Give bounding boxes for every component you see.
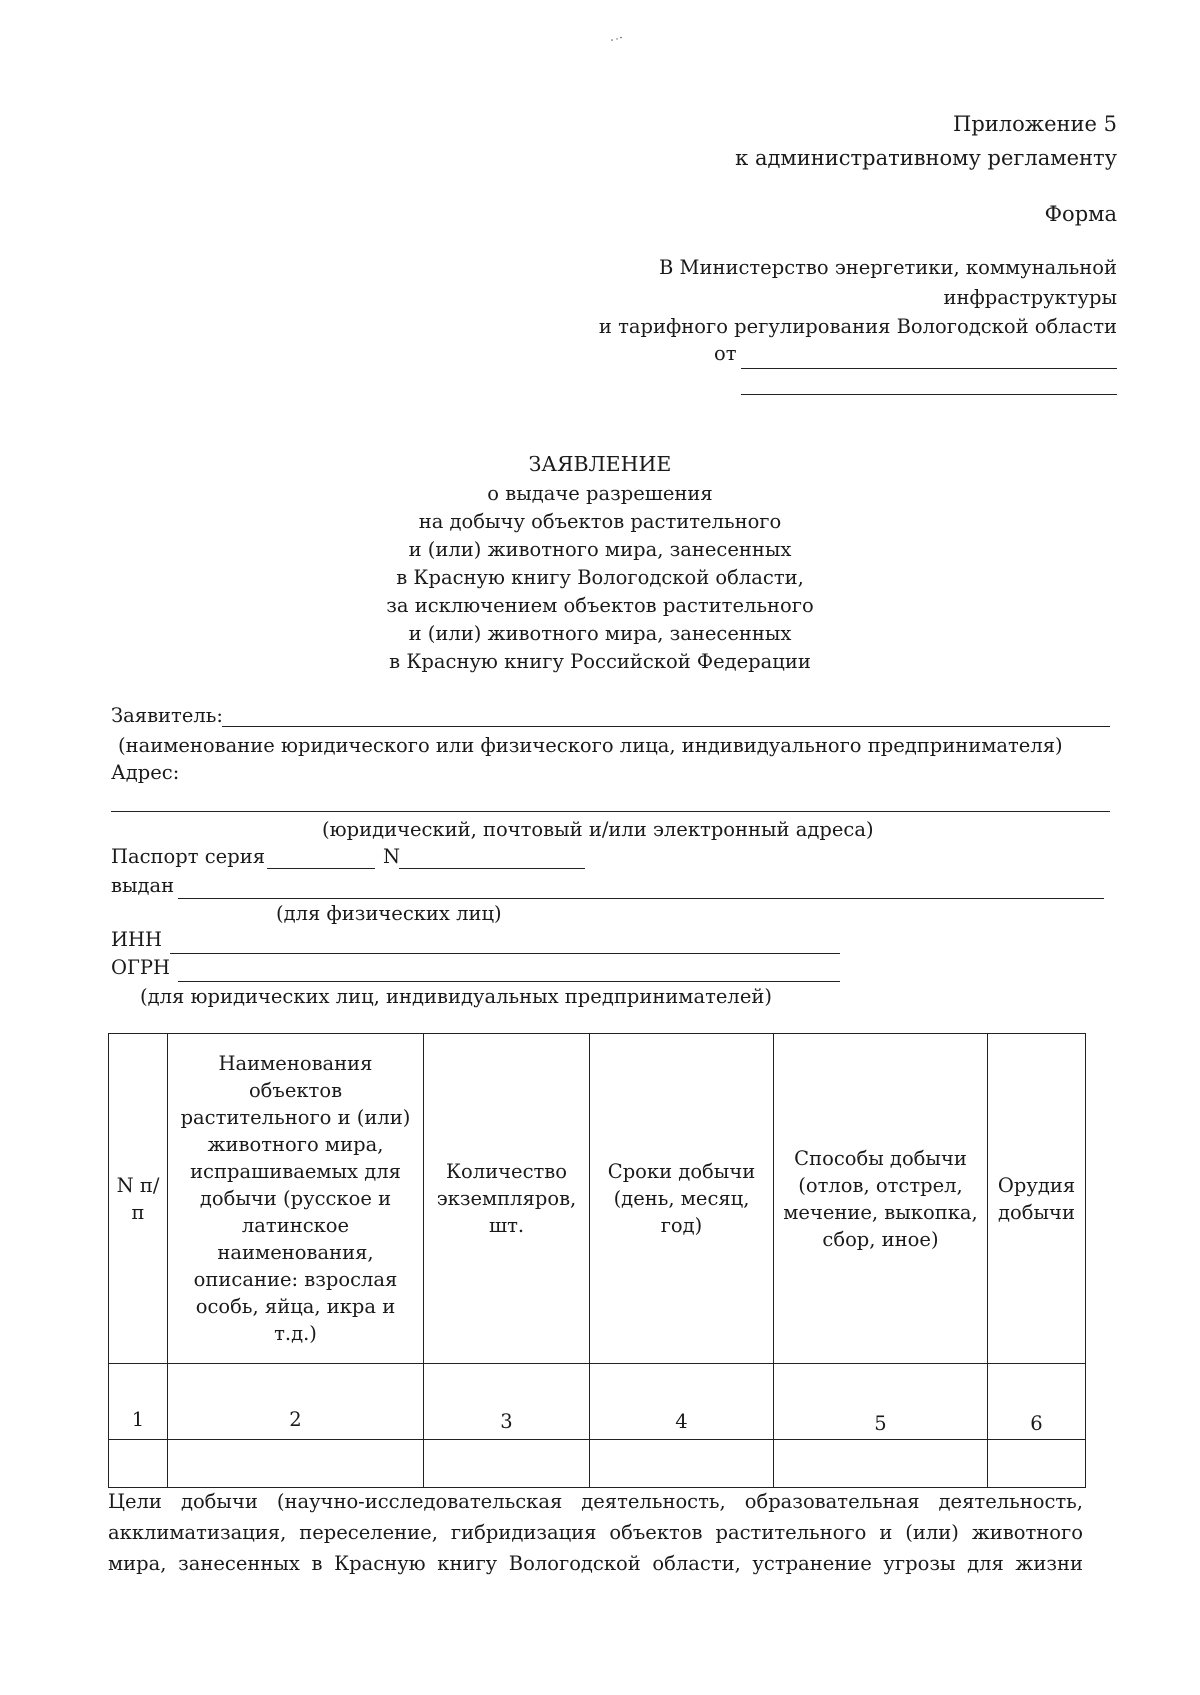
table-cell[interactable] [774, 1440, 988, 1488]
column-number: 6 [988, 1364, 1086, 1440]
applicant-label: Заявитель: [111, 704, 223, 727]
addressee-line-1: В Министерство энергетики, коммунальной [658, 256, 1117, 279]
inn-label: ИНН [111, 928, 163, 951]
scan-speck [610, 36, 624, 42]
purposes-line-2: акклиматизация, переселение, гибридизация объектов растительного и (или) животного [108, 1521, 1083, 1544]
form-label: Форма [1044, 202, 1117, 226]
from-field-line-2[interactable] [741, 394, 1117, 395]
appendix-number: Приложение 5 [953, 112, 1117, 136]
title-line: и (или) животного мира, занесенных [408, 538, 792, 561]
addressee-line-3: и тарифного регулирования Вологодской области [598, 315, 1117, 338]
column-number: 4 [590, 1364, 774, 1440]
table-number-row [109, 1364, 1086, 1440]
addressee-line-2: инфраструктуры [943, 286, 1117, 309]
title-line: в Красную книгу Российской Федерации [389, 650, 811, 673]
column-number: 2 [168, 1364, 424, 1440]
header-cell-number: N п/п [109, 1034, 168, 1364]
address-field[interactable] [111, 811, 1110, 812]
header-cell-names: Наименования объектов растительного и (или) животного мира, испрашиваемых для добычи (русское и латинское наименования, описание: взрослая особь, яйца, икра и т.д.) [168, 1034, 424, 1364]
table-header-row [109, 1034, 1086, 1364]
purposes-line-3: мира, занесенных в Красную книгу Вологодской области, устранение угрозы для жизни [108, 1552, 1083, 1575]
statement-title: ЗАЯВЛЕНИЕ [528, 452, 672, 476]
purposes-line-1: Цели добычи (научно-исследовательская деятельность, образовательная деятельность, [108, 1490, 1083, 1513]
title-line: о выдаче разрешения [487, 482, 713, 505]
header-cell-tools: Орудия добычи [988, 1034, 1086, 1364]
title-line: и (или) животного мира, занесенных [408, 622, 792, 645]
objects-table [108, 1033, 1086, 1488]
from-label: от [714, 342, 737, 365]
issued-label: выдан [111, 874, 175, 897]
header-cell-quantity: Количество экземпляров, шт. [424, 1034, 590, 1364]
inn-field[interactable] [170, 953, 840, 954]
applicant-field[interactable] [222, 726, 1110, 727]
passport-series-label: Паспорт серия [111, 845, 266, 868]
column-number: 5 [774, 1364, 988, 1440]
individuals-hint: (для физических лиц) [276, 902, 502, 925]
ogrn-label: ОГРН [111, 956, 171, 979]
column-number: 1 [109, 1364, 168, 1440]
title-line: за исключением объектов растительного [386, 594, 814, 617]
regulation-reference: к административному регламенту [735, 146, 1117, 170]
column-number: 3 [424, 1364, 590, 1440]
passport-number-field[interactable] [399, 868, 585, 869]
passport-number-label: N [383, 845, 401, 868]
table-cell[interactable] [109, 1440, 168, 1488]
issued-field[interactable] [178, 898, 1104, 899]
applicant-hint: (наименование юридического или физического лица, индивидуального предпринимателя) [118, 734, 1063, 757]
table-row-empty[interactable] [109, 1440, 1086, 1488]
address-hint: (юридический, почтовый и/или электронный адреса) [322, 818, 874, 841]
table-cell[interactable] [424, 1440, 590, 1488]
title-line: на добычу объектов растительного [418, 510, 782, 533]
table-cell[interactable] [168, 1440, 424, 1488]
address-label: Адрес: [111, 761, 180, 784]
legal-entities-hint: (для юридических лиц, индивидуальных предпринимателей) [140, 985, 772, 1008]
passport-series-field[interactable] [267, 868, 375, 869]
ogrn-field[interactable] [178, 981, 840, 982]
table-cell[interactable] [988, 1440, 1086, 1488]
title-line: в Красную книгу Вологодской области, [396, 566, 804, 589]
table-cell[interactable] [590, 1440, 774, 1488]
header-cell-methods: Способы добычи (отлов, отстрел, мечение, выкопка, сбор, иное) [774, 1034, 988, 1364]
from-field-line-1[interactable] [741, 368, 1117, 369]
header-cell-terms: Сроки добычи (день, месяц, год) [590, 1034, 774, 1364]
